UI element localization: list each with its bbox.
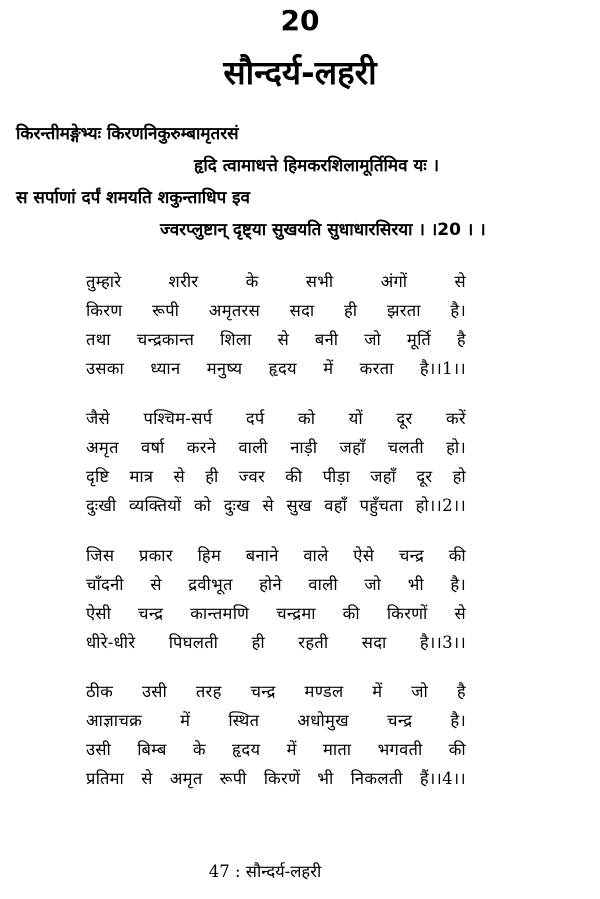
stanza-line: दृष्टि मात्र से ही ज्वर की पीड़ा जहाँ दूर हो	[86, 467, 466, 486]
sloka-line: ज्वरप्लुष्टान् दृष्ट्या सुखयति सुधाधारसिरया । ।20 । ।	[160, 220, 486, 240]
stanza-line: ठीक उसी तरह चन्द्र मण्डल में जो है	[86, 682, 466, 701]
page-footer: 47 : सौन्दर्य-लहरी	[208, 862, 322, 881]
stanza-3	[86, 541, 466, 657]
stanza-line: दुःखी व्यक्तियों को दुःख से सुख वहाँ पहुँचता हो।।2।।	[86, 496, 466, 515]
sloka-line: हृदि त्वामाधत्ते हिमकरशिलामूर्तिमिव यः ।	[194, 156, 440, 176]
stanza-line: आज्ञाचक्र में स्थित अधोमुख चन्द्र है।	[86, 711, 466, 730]
verse-number: 20	[280, 4, 320, 37]
stanza-line: उसका ध्यान मनुष्य हृदय में करता है।।1।।	[86, 359, 466, 378]
stanza-1	[86, 267, 466, 383]
page-title: सौन्दर्य-लहरी	[223, 53, 377, 92]
stanza-line: ऐसी चन्द्र कान्तमणि चन्द्रमा की किरणों से	[86, 604, 466, 623]
sloka-line: किरन्तीमङ्गेभ्यः किरणनिकुरुम्बामृतरसं	[16, 124, 239, 144]
stanza-line: किरण रूपी अमृतरस सदा ही झरता है।	[86, 301, 466, 320]
stanza-line: उसी बिम्ब के हृदय में माता भगवती की	[86, 740, 466, 759]
stanza-4	[86, 677, 466, 793]
stanza-line: अमृत वर्षा करने वाली नाड़ी जहाँ चलती हो।	[86, 438, 466, 457]
stanza-line: चाँदनी से द्रवीभूत होने वाली जो भी है।	[86, 575, 466, 594]
stanza-line: प्रतिमा से अमृत रूपी किरणें भी निकलती हैं।।4।।	[86, 769, 466, 788]
stanza-line: जैसे पश्चिम-सर्प दर्प को यों दूर करें	[86, 409, 466, 428]
stanza-line: धीरे-धीरे पिघलती ही रहती सदा है।।3।।	[86, 633, 466, 652]
stanza-line: तुम्हारे शरीर के सभी अंगों से	[86, 272, 466, 291]
stanza-line: जिस प्रकार हिम बनाने वाले ऐसे चन्द्र की	[86, 546, 466, 565]
stanza-2	[86, 404, 466, 520]
stanza-line: तथा चन्द्रकान्त शिला से बनी जो मूर्ति है	[86, 330, 466, 349]
sloka-line: स सर्पाणां दर्पं शमयति शकुन्ताधिप इव	[16, 188, 250, 208]
